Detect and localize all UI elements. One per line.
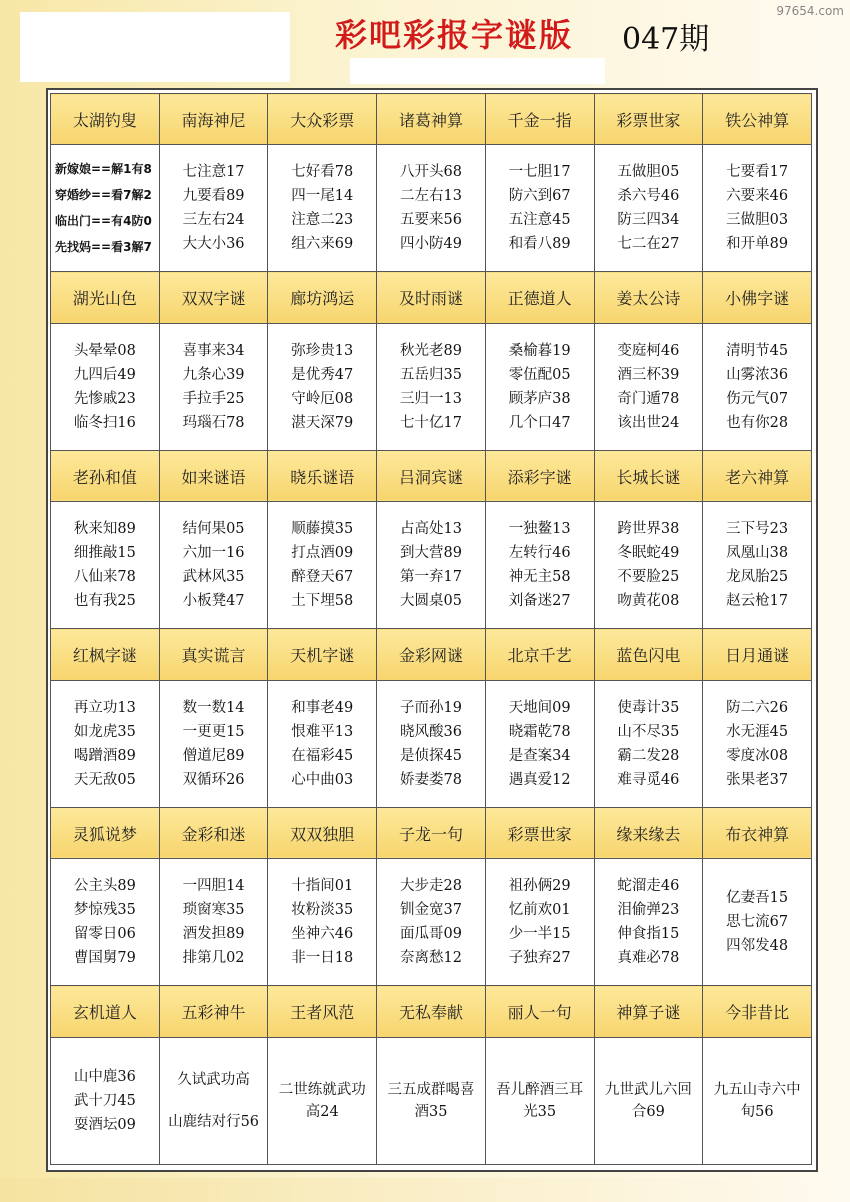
riddle-line: 耍酒坛09 [73, 1116, 136, 1133]
riddle-line: 恨难平13 [291, 723, 354, 740]
riddle-line: 一独鳌13 [508, 521, 571, 538]
column-header: 玄机道人 [51, 986, 160, 1037]
riddle-line: 使毒计35 [617, 699, 680, 716]
riddle-line: 防二六26 [726, 699, 789, 716]
column-header: 真实谎言 [159, 629, 268, 680]
riddle-line: 零度冰08 [726, 747, 789, 764]
table-cell [594, 859, 703, 986]
table-cell [268, 502, 377, 629]
riddle-line: 醉登天67 [291, 569, 354, 586]
riddle-line: 钏金宽37 [399, 902, 462, 919]
riddle-line: 非一日18 [291, 950, 354, 967]
table-cell [377, 859, 486, 986]
table-cell [377, 680, 486, 807]
riddle-line: 在福彩45 [291, 747, 354, 764]
table-row [51, 145, 812, 272]
column-header: 添彩字谜 [485, 450, 594, 501]
table-cell [703, 145, 812, 272]
column-header: 日月通谜 [703, 629, 812, 680]
riddle-line: 大步走28 [399, 878, 462, 895]
riddle-line: 土下埋58 [291, 593, 354, 610]
riddle-line: 手拉手25 [182, 390, 245, 407]
column-header: 北京千艺 [485, 629, 594, 680]
riddle-line: 如龙虎35 [73, 723, 136, 740]
riddle-line: 晓霜乾78 [508, 723, 571, 740]
riddle-line: 天地间09 [508, 699, 571, 716]
table-cell [268, 680, 377, 807]
riddle-line: 顺藤摸35 [291, 521, 354, 538]
riddle-line: 泪偷弹23 [617, 902, 680, 919]
riddle-line: 妆粉淡35 [291, 902, 354, 919]
table-cell [159, 859, 268, 986]
table-cell [594, 502, 703, 629]
column-header: 王者风范 [268, 986, 377, 1037]
column-header: 晓乐谜语 [268, 450, 377, 501]
column-header: 铁公神算 [703, 94, 812, 145]
riddle-line: 六要来46 [726, 188, 789, 205]
riddle-line: 酒三杯39 [617, 366, 680, 383]
riddle-line: 变庭柯46 [617, 342, 680, 359]
riddle-line: 娇妻娄78 [399, 771, 462, 788]
column-header: 双双字谜 [159, 272, 268, 323]
riddle-line: 奇门遁78 [617, 390, 680, 407]
table-cell [51, 145, 160, 272]
riddle-line: 也有我25 [73, 593, 136, 610]
table-cell [377, 1037, 486, 1164]
riddle-line: 武十刀45 [73, 1092, 136, 1109]
column-header: 灵狐说梦 [51, 807, 160, 858]
column-header: 彩票世家 [485, 807, 594, 858]
riddle-line: 该出世24 [617, 414, 680, 431]
riddle-line: 思七流67 [726, 914, 789, 931]
riddle-line: 零伍配05 [508, 366, 571, 383]
riddle-line: 七注意17 [182, 164, 245, 181]
table-cell [268, 145, 377, 272]
riddle-line: 九要看89 [182, 188, 245, 205]
riddle-line: 五要来56 [399, 212, 462, 229]
riddle-line: 第一弃17 [399, 569, 462, 586]
riddle-line: 头晕晕08 [73, 342, 136, 359]
riddle-line: 亿妻吾15 [726, 890, 789, 907]
riddle-line: 二世练就武功高24 [278, 1081, 366, 1120]
header-row [51, 629, 812, 680]
riddle-line: 九世武儿六回合69 [604, 1081, 692, 1120]
column-header: 如来谜语 [159, 450, 268, 501]
spacer [160, 1092, 268, 1110]
header-row [51, 94, 812, 145]
riddle-line: 杀六号46 [617, 188, 680, 205]
table-cell [268, 1037, 377, 1164]
riddle-line: 赵云枪17 [726, 593, 789, 610]
column-header: 子龙一句 [377, 807, 486, 858]
riddle-line: 喝蹭酒89 [73, 747, 136, 764]
riddle-line: 几个口47 [508, 414, 571, 431]
riddle-line: 九五山寺六中旬56 [713, 1081, 801, 1120]
riddle-line: 张果老37 [726, 771, 789, 788]
table-cell [268, 323, 377, 450]
riddle-line: 一更更15 [182, 723, 245, 740]
riddle-line: 祖孙俩29 [508, 878, 571, 895]
riddle-line: 忆前欢01 [508, 902, 571, 919]
riddle-line: 秋光老89 [399, 342, 462, 359]
riddle-line: 和事老49 [291, 699, 354, 716]
column-header: 大众彩票 [268, 94, 377, 145]
riddle-line: 天无敌05 [73, 771, 136, 788]
table-cell [594, 680, 703, 807]
table-cell [594, 145, 703, 272]
riddle-line: 穿婚纱==看7解2 [55, 188, 152, 203]
header-row [51, 807, 812, 858]
riddle-line: 跨世界38 [617, 521, 680, 538]
column-header: 湖光山色 [51, 272, 160, 323]
riddle-line: 难寻觅46 [617, 771, 680, 788]
table-row [51, 323, 812, 450]
table-cell [485, 145, 594, 272]
riddle-line: 不要脸25 [617, 569, 680, 586]
table-cell [485, 1037, 594, 1164]
redacted-area [20, 12, 290, 82]
table-row [51, 502, 812, 629]
riddle-line: 三五成群喝喜酒35 [387, 1081, 475, 1120]
table-cell [594, 1037, 703, 1164]
table-row [51, 859, 812, 986]
column-header: 双双独胆 [268, 807, 377, 858]
riddle-line: 面瓜哥09 [399, 926, 462, 943]
riddle-line: 酒发担89 [182, 926, 245, 943]
riddle-line: 数一数14 [182, 699, 245, 716]
riddle-line: 八开头68 [399, 164, 462, 181]
column-header: 吕洞宾谜 [377, 450, 486, 501]
riddle-line: 一七胆17 [508, 164, 571, 181]
riddle-line: 坐神六46 [291, 926, 354, 943]
riddle-line: 留零日06 [73, 926, 136, 943]
riddle-line: 五岳归35 [399, 366, 462, 383]
riddle-line: 蛇溜走46 [617, 878, 680, 895]
riddle-line: 吻黄花08 [617, 593, 680, 610]
watermark: 97654.com [776, 4, 844, 18]
riddle-line: 琐窗寒35 [182, 902, 245, 919]
table-cell [703, 323, 812, 450]
riddle-line: 伸食指15 [617, 926, 680, 943]
riddle-line: 奈离愁12 [399, 950, 462, 967]
riddle-line: 是侦探45 [399, 747, 462, 764]
riddle-line: 僧道尼89 [182, 747, 245, 764]
table-cell [485, 502, 594, 629]
column-header: 老孙和值 [51, 450, 160, 501]
column-header: 神算子谜 [594, 986, 703, 1037]
riddle-line: 是优秀47 [291, 366, 354, 383]
riddle-line: 神无主58 [508, 569, 571, 586]
column-header: 千金一指 [485, 94, 594, 145]
column-header: 今非昔比 [703, 986, 812, 1037]
column-header: 五彩神牛 [159, 986, 268, 1037]
riddle-line: 桑榆暮19 [508, 342, 571, 359]
table-cell [159, 680, 268, 807]
table-cell [485, 323, 594, 450]
table-cell [159, 1037, 268, 1164]
riddle-line: 组六来69 [291, 236, 354, 253]
column-header: 小佛字谜 [703, 272, 812, 323]
table-cell [703, 859, 812, 986]
riddle-line: 防三四34 [617, 212, 680, 229]
table-cell [51, 323, 160, 450]
riddle-line: 注意二23 [291, 212, 354, 229]
riddle-line: 是查案34 [508, 747, 571, 764]
riddle-line: 久试武功高 [177, 1071, 250, 1088]
column-header: 红枫字谜 [51, 629, 160, 680]
riddle-line: 三做胆03 [726, 212, 789, 229]
table-cell [703, 502, 812, 629]
table-cell [268, 859, 377, 986]
riddle-line: 清明节45 [726, 342, 789, 359]
column-header: 诸葛神算 [377, 94, 486, 145]
table-cell [51, 1037, 160, 1164]
riddle-line: 曹国舅79 [73, 950, 136, 967]
riddle-line: 霸二发28 [617, 747, 680, 764]
riddle-line: 武林风35 [182, 569, 245, 586]
riddle-line: 占高处13 [399, 521, 462, 538]
riddle-line: 先惨戚23 [73, 390, 136, 407]
riddle-line: 真难必78 [617, 950, 680, 967]
column-header: 老六神算 [703, 450, 812, 501]
riddle-line: 子独弃27 [508, 950, 571, 967]
table-cell [377, 502, 486, 629]
riddle-line: 小板凳47 [182, 593, 245, 610]
riddle-line: 公主头89 [73, 878, 136, 895]
riddle-line: 七好看78 [291, 164, 354, 181]
riddle-line: 左转行46 [508, 545, 571, 562]
riddle-table [50, 93, 812, 1165]
table-cell [51, 502, 160, 629]
riddle-line: 晓风酸36 [399, 723, 462, 740]
riddle-line: 水无涯45 [726, 723, 789, 740]
table-cell [377, 145, 486, 272]
riddle-line: 十指间01 [291, 878, 354, 895]
riddle-line: 九条心39 [182, 366, 245, 383]
riddle-line: 结何果05 [182, 521, 245, 538]
riddle-line: 九四后49 [73, 366, 136, 383]
riddle-line: 三左右24 [182, 212, 245, 229]
riddle-line: 山中鹿36 [73, 1068, 136, 1085]
table-cell [51, 859, 160, 986]
riddle-line: 大圆桌05 [399, 593, 462, 610]
riddle-line: 梦惊残35 [73, 902, 136, 919]
column-header: 缘来缘去 [594, 807, 703, 858]
table-row [51, 1037, 812, 1164]
riddle-line: 排第几02 [182, 950, 245, 967]
table-cell [51, 680, 160, 807]
riddle-line: 伤元气07 [726, 390, 789, 407]
riddle-line: 临出门==有4防0 [55, 214, 152, 229]
riddle-line: 顾茅庐38 [508, 390, 571, 407]
table-cell [485, 859, 594, 986]
riddle-line: 玛瑙石78 [182, 414, 245, 431]
column-header: 无私奉献 [377, 986, 486, 1037]
table-cell [703, 680, 812, 807]
riddle-line: 再立功13 [73, 699, 136, 716]
riddle-line: 湛天深79 [291, 414, 354, 431]
riddle-line: 喜事来34 [182, 342, 245, 359]
riddle-line: 临冬扫16 [73, 414, 136, 431]
column-header: 金彩网谜 [377, 629, 486, 680]
page-title: 彩吧彩报字谜版 [335, 16, 574, 54]
table-cell [703, 1037, 812, 1164]
riddle-line: 四一尾14 [291, 188, 354, 205]
issue-number: 047期 [622, 22, 710, 57]
table-cell [159, 323, 268, 450]
table-cell [594, 323, 703, 450]
column-header: 南海神尼 [159, 94, 268, 145]
riddle-line: 守岭厄08 [291, 390, 354, 407]
header-row [51, 450, 812, 501]
riddle-line: 遇真爱12 [508, 771, 571, 788]
column-header: 天机字谜 [268, 629, 377, 680]
riddle-line: 七二在27 [617, 236, 680, 253]
riddle-line: 七十亿17 [399, 414, 462, 431]
header-row [51, 986, 812, 1037]
column-header: 布衣神算 [703, 807, 812, 858]
riddle-line: 七要看17 [726, 164, 789, 181]
riddle-line: 和开单89 [726, 236, 789, 253]
riddle-line: 双循环26 [182, 771, 245, 788]
redacted-area [350, 58, 605, 84]
riddle-line: 细推敲15 [73, 545, 136, 562]
column-header: 太湖钓叟 [51, 94, 160, 145]
riddle-line: 八仙来78 [73, 569, 136, 586]
riddle-line: 山雾浓36 [726, 366, 789, 383]
riddle-line: 五注意45 [508, 212, 571, 229]
riddle-line: 弥珍贵13 [291, 342, 354, 359]
column-header: 姜太公诗 [594, 272, 703, 323]
riddle-line: 刘备迷27 [508, 593, 571, 610]
riddle-line: 四邻发48 [726, 938, 789, 955]
column-header: 及时雨谜 [377, 272, 486, 323]
riddle-line: 也有你28 [726, 414, 789, 431]
riddle-line: 到大营89 [399, 545, 462, 562]
riddle-line: 三归一13 [399, 390, 462, 407]
riddle-line: 少一半15 [508, 926, 571, 943]
riddle-line: 子而孙19 [399, 699, 462, 716]
riddle-line: 一四胆14 [182, 878, 245, 895]
column-header: 长城长谜 [594, 450, 703, 501]
column-header: 廊坊鸿运 [268, 272, 377, 323]
riddle-line: 山不尽35 [617, 723, 680, 740]
column-header: 金彩和迷 [159, 807, 268, 858]
table-cell [377, 323, 486, 450]
riddle-line: 新嫁娘==解1有8 [55, 162, 152, 177]
column-header: 蓝色闪电 [594, 629, 703, 680]
riddle-line: 四小防49 [399, 236, 462, 253]
column-header: 丽人一句 [485, 986, 594, 1037]
table-cell [485, 680, 594, 807]
riddle-line: 秋来知89 [73, 521, 136, 538]
riddle-line: 五做胆05 [617, 164, 680, 181]
column-header: 彩票世家 [594, 94, 703, 145]
riddle-line: 和看八89 [508, 236, 571, 253]
riddle-line: 吾儿醉酒三耳光35 [496, 1081, 584, 1120]
column-header: 正德道人 [485, 272, 594, 323]
riddle-line: 防六到67 [508, 188, 571, 205]
riddle-line: 打点酒09 [291, 545, 354, 562]
table-cell [159, 502, 268, 629]
riddle-line: 六加一16 [182, 545, 245, 562]
riddle-line: 凤凰山38 [726, 545, 789, 562]
table-row [51, 680, 812, 807]
riddle-line: 心中曲03 [291, 771, 354, 788]
riddle-line: 三下号23 [726, 521, 789, 538]
table-cell [159, 145, 268, 272]
riddle-line: 龙凤胎25 [726, 569, 789, 586]
riddle-line: 先找妈==看3解7 [55, 240, 152, 255]
riddle-line: 二左右13 [399, 188, 462, 205]
header-row [51, 272, 812, 323]
riddle-line: 冬眠蛇49 [617, 545, 680, 562]
bottom-strip [0, 1178, 850, 1202]
riddle-line: 大大小36 [182, 236, 245, 253]
riddle-line: 山鹿结对行56 [168, 1113, 260, 1130]
